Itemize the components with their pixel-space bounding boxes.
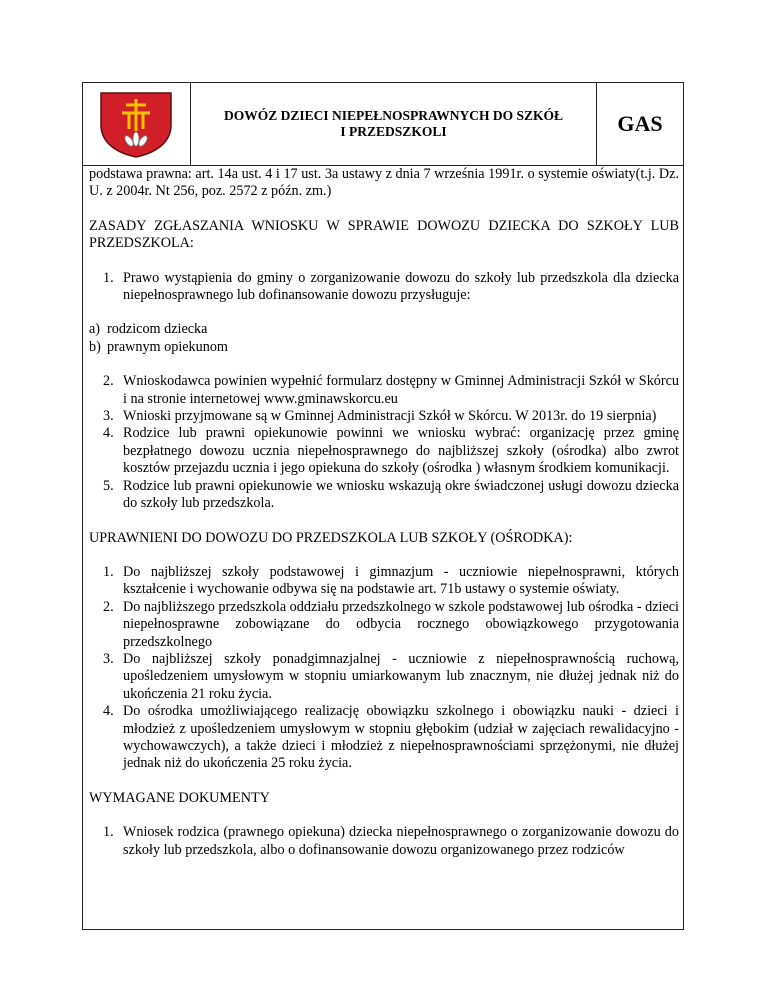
crest-cell: [83, 83, 191, 165]
section-heading-documents: WYMAGANE DOKUMENTY: [89, 789, 270, 806]
list-item: 1. Do najbliższej szkoły podstawowej i gimnazjum - uczniowie niepełnosprawni, których kształcenie i wychowanie odbywa się na podstawie art. 71b ustawy o systemie oświaty.: [103, 563, 679, 598]
list-item: a) rodzicom dziecka: [89, 321, 208, 338]
section-heading-eligible: UPRAWNIENI DO DOWOZU DO PRZEDSZKOLA LUB SZKOŁY (OŚRODKA):: [89, 529, 573, 546]
list-item: 1. Prawo wystąpienia do gminy o zorganizowanie dowozu do szkoły lub przedszkola dla dziecka niepełnosprawnego lub dofinansowanie dowozu przysługuje:: [103, 269, 679, 304]
list-item: 4. Rodzice lub prawni opiekunowie powinni we wniosku wybrać: organizację przez gminę bezpłatnego dowozu ucznia niepełnosprawnego do najbliższej szkoły (ośrodka) albo zwrot kosztów przejazdu ucznia i jego opiekuna do szkoły (ośrodka ) własnym środkiem komunikacji.: [103, 425, 679, 477]
list-item: 2. Wnioskodawca powinien wypełnić formularz dostępny w Gminnej Administracji Szkół w Skórcu i na stronie internetowej www.gminawskorcu.eu: [103, 373, 679, 407]
title-line-1: DOWÓZ DZIECI NIEPEŁNOSPRAWNYCH DO SZKÓŁ: [223, 108, 564, 123]
document-frame: [82, 82, 684, 930]
eligible-applicants-list: [89, 321, 679, 356]
legal-basis: podstawa prawna: art. 14a ust. 4 i 17 ust. 3a ustawy z dnia 7 września 1991r. o systemie oświaty(t.j. Dz. U. z 2004r. Nt 256, poz. 2572 z późn. zm.): [89, 166, 679, 200]
section-heading-rules: ZASADY ZGŁASZANIA WNIOSKU W SPRAWIE DOWOZU DZIECKA DO SZKOŁY LUB PRZEDSZKOLA:: [89, 217, 679, 252]
list-item: 3. Do najbliższej szkoły ponadgimnazjalnej - uczniowie z niepełnosprawnością ruchową, upośledzeniem umysłowym w stopniu umiarkowanym lub znacznym, nie dłużej jednak niż do ukończenia 21 roku życia.: [103, 650, 679, 702]
eligible-list: [89, 564, 679, 773]
rules-list-part2: [89, 373, 679, 512]
coat-of-arms-icon: [93, 89, 179, 159]
document-body: [89, 166, 679, 859]
list-item: b) prawnym opiekunom: [89, 338, 228, 355]
document-header: [83, 83, 683, 166]
list-item: 4. Do ośrodka umożliwiającego realizację obowiązku szkolnego i obowiązku nauki - dzieci i młodzież z upośledzeniem umysłowym w stopniu głębokim (udział w zajęciach rewalidacyjno - wychowawczych), a także dzieci i młodzież z niepełnosprawnościami sprzężonymi, nie dłużej jednak niż do ukończenia 25 roku życia.: [103, 703, 679, 772]
title-line-2: I PRZEDSZKOLI: [340, 124, 447, 139]
rules-list-part1: [89, 270, 679, 305]
list-item: 2. Do najbliższego przedszkola oddziału przedszkolnego w szkole podstawowej lub ośrodka - dzieci niepełnosprawne zobowiązane do odbycia rocznego obowiązkowego przygotowania przedszkolnego: [103, 598, 679, 650]
list-item: 5. Rodzice lub prawni opiekunowie we wniosku wskazują okre świadczonej usługi dowozu dziecka do szkoły lub przedszkola.: [103, 477, 679, 512]
list-item: 3. Wnioski przyjmowane są w Gminnej Administracji Szkół w Skórcu. W 2013r. do 19 sierpnia): [103, 408, 657, 425]
document-code: GAS: [617, 111, 663, 136]
document-title: [191, 83, 597, 165]
documents-list: [89, 824, 679, 859]
list-item: 1. Wniosek rodzica (prawnego opiekuna) dziecka niepełnosprawnego o zorganizowanie dowozu do szkoły lub przedszkola, albo o dofinansowanie dowozu organizowanego przez rodziców: [103, 824, 679, 858]
